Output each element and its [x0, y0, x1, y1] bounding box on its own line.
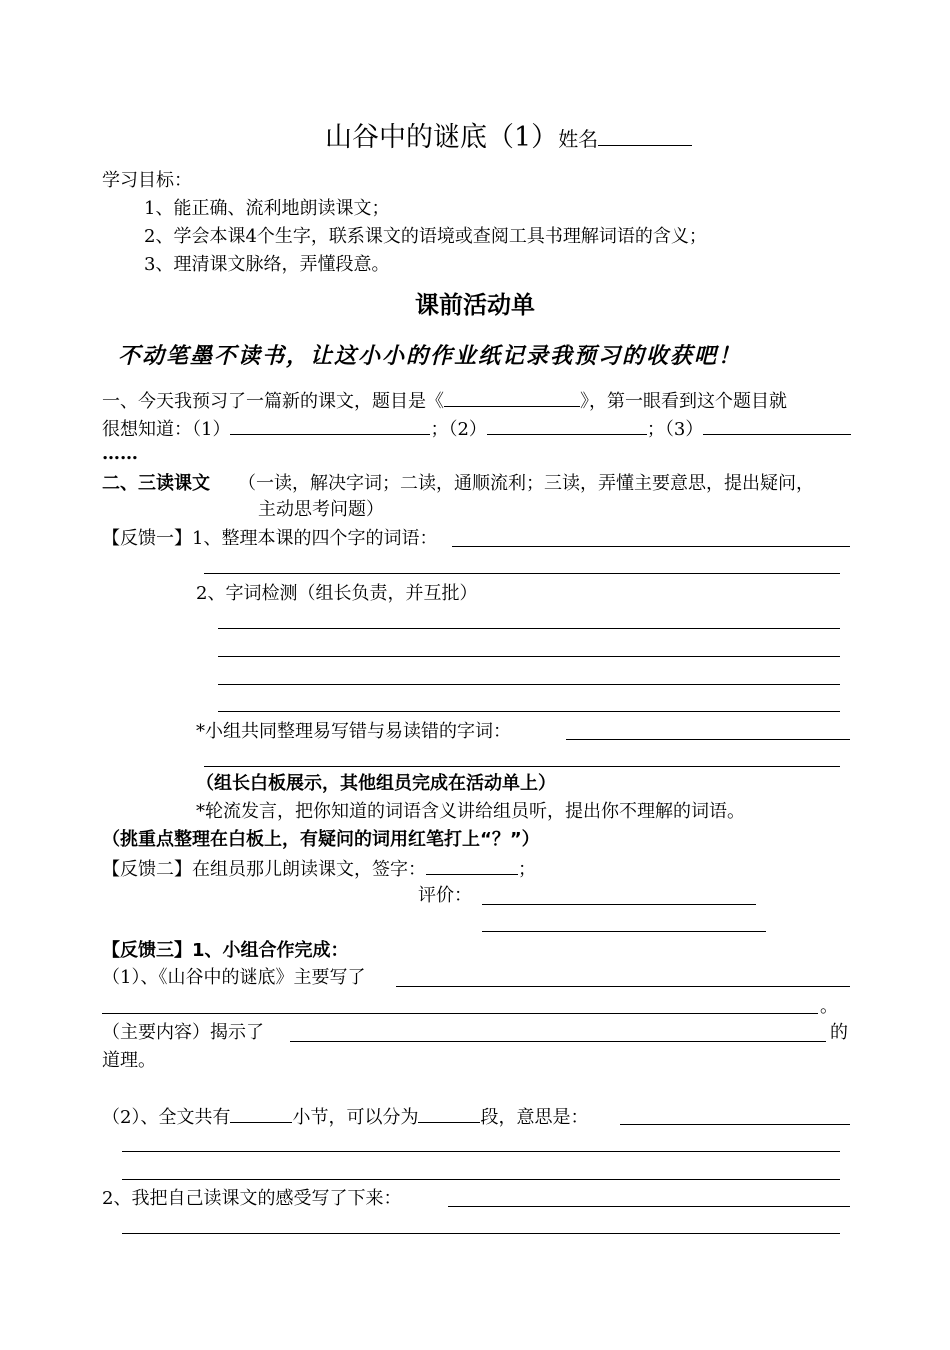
question-field-1[interactable] — [230, 418, 430, 435]
section1-intro: 一、今天我预习了一篇新的课文，题目是《 — [102, 391, 444, 412]
objective-item: 2、学会本课4个生字，联系课文的语境或查阅工具书理解词语的含义； — [144, 226, 707, 247]
feedback3-line — [102, 940, 349, 962]
feedback1-line — [102, 528, 437, 550]
feedback2-label: 【反馈二】 — [102, 859, 192, 880]
q1-prefix: （1）、《山谷中的谜底》主要写了 — [102, 967, 366, 988]
feedback2-semicolon: ； — [518, 859, 536, 880]
objective-item: 3、理清课文脉络，弄懂段意。 — [144, 254, 390, 275]
feelings-field-2[interactable] — [122, 1233, 840, 1234]
activity-heading: 课前活动单 — [415, 291, 535, 319]
meaning-field-2[interactable] — [122, 1151, 840, 1152]
title-text: 山谷中的谜底（1） — [325, 122, 559, 153]
feedback1-item1: 1、整理本课的四个字的词语： — [192, 528, 438, 549]
ellipsis: …… — [102, 443, 138, 464]
evaluation-field[interactable] — [482, 904, 756, 905]
word-test-line[interactable] — [218, 656, 840, 657]
meaning-field-3[interactable] — [122, 1179, 840, 1180]
q1-end: 。 — [820, 996, 838, 1017]
q1-field[interactable] — [396, 986, 850, 987]
word-test-line[interactable] — [218, 628, 840, 629]
question-sep-2: ；（2） — [430, 419, 487, 440]
objective-item: 1、能正确、流利地朗读课文； — [144, 198, 390, 219]
q2-c: 段，意思是： — [480, 1107, 589, 1128]
page-title — [325, 122, 692, 155]
evaluation-field-2[interactable] — [482, 931, 766, 932]
q1-field-2[interactable] — [102, 1013, 818, 1014]
sections-count-field[interactable] — [230, 1106, 292, 1123]
section1-intro-line — [102, 390, 787, 413]
section2-note-2: 主动思考问题） — [258, 499, 384, 520]
feedback2-text: 在组员那儿朗读课文，签字： — [192, 859, 426, 880]
section1-after-title: 》，第一眼看到这个题目就 — [580, 391, 787, 412]
group-errors-field-2[interactable] — [204, 766, 840, 767]
feedback3-label: 【反馈三】 — [102, 940, 192, 961]
lesson-title-field[interactable] — [444, 390, 580, 407]
q2-line — [102, 1106, 588, 1129]
reason-text: 道理。 — [102, 1050, 156, 1071]
feedback3-task: 1、小组合作完成： — [192, 940, 349, 961]
whiteboard-note: （组长白板展示，其他组员完成在活动单上） — [196, 773, 556, 794]
name-label: 姓名 — [558, 127, 599, 151]
feedback2-line — [102, 858, 536, 881]
discuss-text: *轮流发言，把你知道的词语含义讲给组员听，提出你不理解的词语。 — [196, 801, 745, 822]
feedback1-item2: 2、字词检测（组长负责，并互批） — [196, 583, 478, 604]
section2-note-1: （一读，解决字词；二读，通顺流利；三读，弄懂主要意思，提出疑问， — [238, 473, 814, 494]
feedback1-label: 【反馈一】 — [102, 528, 192, 549]
slogan: 不动笔墨不读书，让这小小的作业纸记录我预习的收获吧！ — [118, 343, 743, 369]
group-errors-text: *小组共同整理易写错与易读错的字词： — [196, 721, 511, 742]
question-field-2[interactable] — [487, 418, 647, 435]
four-char-words-field-2[interactable] — [204, 573, 840, 574]
q2-a: （2）、全文共有 — [102, 1107, 231, 1128]
de-text: 的 — [830, 1022, 848, 1043]
section2-label: 二、三读课文 — [102, 473, 210, 494]
main-content-label: （主要内容）揭示了 — [102, 1022, 264, 1043]
objectives-label: 学习目标： — [102, 170, 192, 191]
word-test-line[interactable] — [218, 684, 840, 685]
meaning-field[interactable] — [620, 1124, 850, 1125]
evaluation-label: 评价： — [418, 885, 472, 906]
q3-text: 2、我把自己读课文的感受写了下来： — [102, 1188, 402, 1209]
parts-count-field[interactable] — [418, 1106, 480, 1123]
group-errors-field[interactable] — [566, 739, 850, 740]
mark-note: （挑重点整理在白板上，有疑问的词用红笔打上“？”） — [102, 829, 540, 850]
question-field-3[interactable] — [703, 418, 851, 435]
signature-field[interactable] — [426, 858, 518, 875]
q2-b: 小节，可以分为 — [292, 1107, 419, 1128]
reveal-field[interactable] — [290, 1041, 826, 1042]
question-sep-3: ；（3） — [646, 419, 704, 440]
four-char-words-field[interactable] — [452, 546, 850, 547]
want-to-know-label: 很想知道：（1） — [102, 419, 231, 440]
word-test-line[interactable] — [218, 711, 840, 712]
section1-questions-line — [102, 418, 851, 441]
feelings-field[interactable] — [448, 1206, 850, 1207]
name-field[interactable] — [598, 125, 692, 146]
